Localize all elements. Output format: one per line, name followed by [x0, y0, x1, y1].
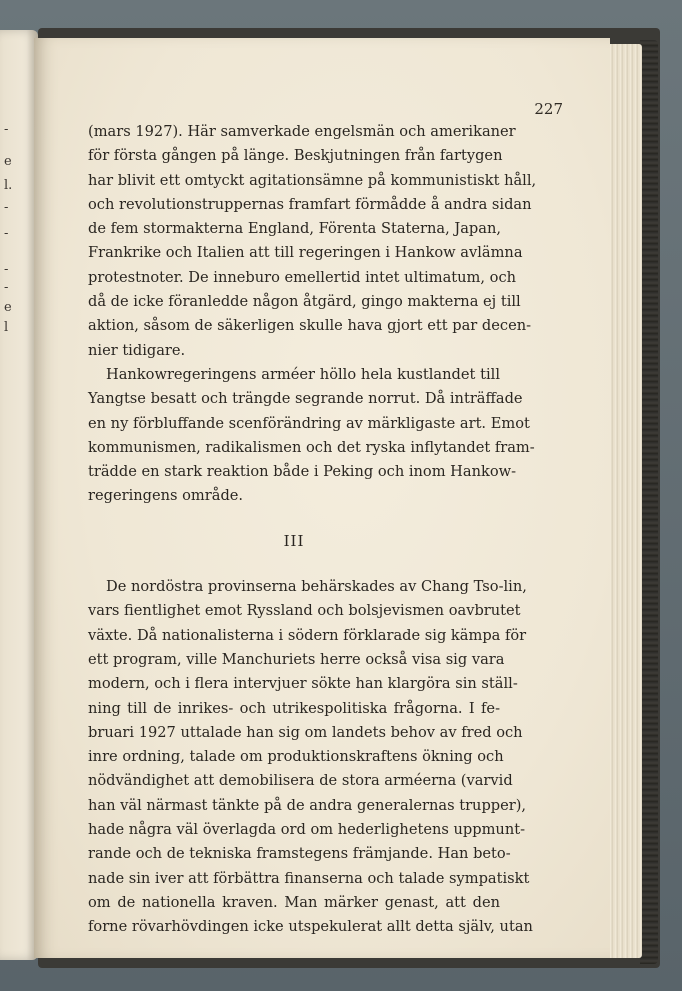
left-mark: - [4, 262, 9, 277]
paragraph-3 [88, 575, 533, 939]
text-line: trädde en stark reaktion både i Peking och inom Hankow- [88, 463, 517, 481]
page-number: 227 [534, 100, 563, 118]
text-line: och revolutionstruppernas framfart förmådde å andra sidan [88, 195, 532, 213]
left-page-marks [4, 30, 24, 960]
text-line: (mars 1927). Här samverkade engelsmän och amerikaner [88, 123, 516, 140]
paragraph-1 [88, 120, 537, 363]
text-line: om de nationella kraven. Man märker genast, att den [88, 893, 500, 911]
text-line: ett program, ville Manchuriets herre också visa sig vara [88, 650, 505, 668]
left-mark: l [4, 320, 9, 335]
left-mark: e [4, 300, 12, 315]
text-line: hade några väl överlagda ord om hederlighetens uppmunt- [88, 821, 526, 839]
text-line: inre ordning, talade om produktionskraftens ökning och [88, 748, 504, 766]
text-line: Yangtse besatt och trängde segrande norrut. Då inträffade [88, 390, 523, 408]
text-line: han väl närmast tänkte på de andra generalernas trupper), [88, 796, 527, 814]
text-line: De nordöstra provinserna behärskades av Chang Tso-lin, [106, 578, 527, 596]
cover-edge [640, 40, 658, 964]
text-line: aktion, såsom de säkerligen skulle hava gjort ett par decen- [88, 317, 532, 335]
text-line: vars fientlighet emot Ryssland och bolsjevismen oavbrutet [88, 602, 521, 620]
left-mark: e [4, 154, 12, 169]
text-line: regeringens område. [88, 487, 244, 505]
text-line: ning till de inrikes- och utrikespolitiska frågorna. I fe- [88, 699, 500, 717]
left-mark: - [4, 122, 9, 137]
text-line: Hankowregeringens arméer höllo hela kustlandet till [106, 365, 500, 383]
text-line: nade sin iver att förbättra finanserna och talade sympatiskt [88, 869, 530, 887]
text-line: Frankrike och Italien att till regeringen i Hankow avlämna [88, 244, 523, 262]
text-line: en ny förbluffande scenförändring av märkligaste art. Emot [88, 414, 530, 432]
text-line: har blivit ett omtyckt agitationsämne på kommunistiskt håll, [88, 171, 537, 189]
text-line: protestnoter. De inneburo emellertid intet ultimatum, och [88, 268, 517, 286]
text-line: forne rövarhövdingen icke utspekulerat allt detta själv, utan [88, 918, 533, 936]
section-heading: III [283, 531, 305, 550]
text-line: modern, och i flera intervjuer sökte han klargöra sin ställ- [88, 675, 518, 693]
text-line: nier tidigare. [88, 341, 186, 359]
left-mark: - [4, 200, 9, 215]
text-line: de fem stormakterna England, Förenta Staterna, Japan, [88, 220, 502, 238]
text-line: då de icke föranledde någon åtgärd, gingo makterna ej till [88, 293, 521, 311]
page-text [88, 120, 537, 940]
text-line: kommunismen, radikalismen och det ryska inflytandet fram- [88, 438, 535, 456]
text-line: växte. Då nationalisterna i södern förklarade sig kämpa för [88, 626, 527, 644]
text-line: för första gången på länge. Beskjutningen från fartygen [88, 147, 503, 165]
left-mark: - [4, 280, 9, 295]
left-mark: l. [4, 178, 13, 193]
paragraph-2 [88, 363, 535, 509]
text-line: bruari 1927 uttalade han sig om landets behov av fred och [88, 723, 523, 741]
text-line: nödvändighet att demobilisera de stora arméerna (varvid [88, 772, 513, 790]
text-line: rande och de tekniska framstegens främjande. Han beto- [88, 845, 511, 863]
left-mark: - [4, 226, 9, 241]
